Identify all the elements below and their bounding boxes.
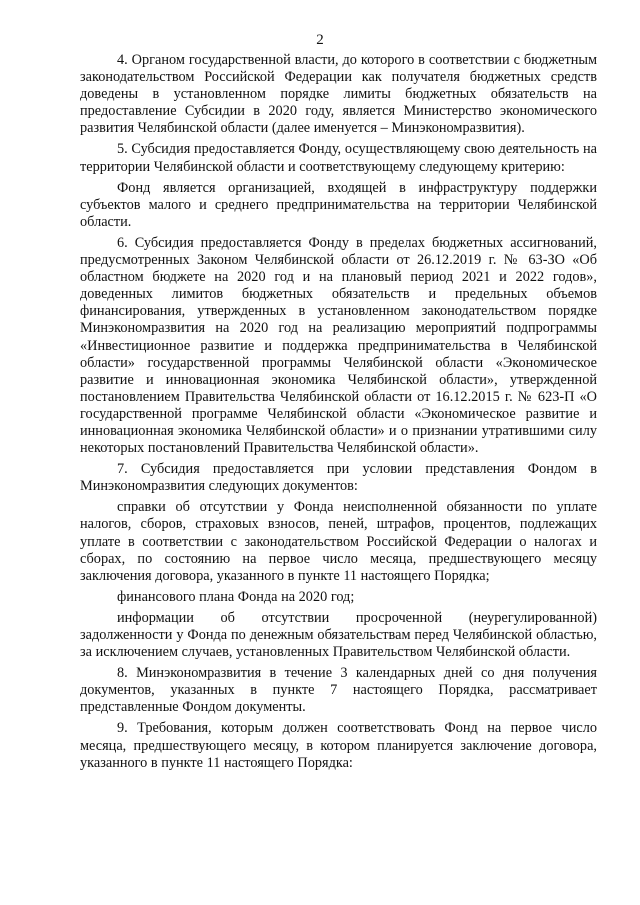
- page-number: 2: [316, 32, 324, 48]
- paragraph-item-5: 5. Субсидия предоставляется Фонду, осуществляющему свою деятельность на территории Челябинской области и соответствующему следующему критерию:: [80, 141, 597, 175]
- paragraph-item-7: 7. Субсидия предоставляется при условии представления Фондом в Минэкономразвития следующих документов:: [80, 461, 597, 495]
- paragraph-item-4: 4. Органом государственной власти, до которого в соответствии с бюджетным законодательством Российской Федерации как получателя бюджетных средств доведены в установленном порядке лимиты бюджетных обязательств на предоставление Субсидии в 2020 году, является Министерство экономического развития Челябинской области (далее именуется – Минэкономразвития).: [80, 52, 597, 137]
- paragraph-fund-criterion: Фонд является организацией, входящей в инфраструктуру поддержки субъектов малого и среднего предпринимательства на территории Челябинской области.: [80, 179, 597, 230]
- paragraph-item-6: 6. Субсидия предоставляется Фонду в пределах бюджетных ассигнований, предусмотренных Законом Челябинской области от 26.12.2019 г. № 63-ЗО «Об областном бюджете на 2020 год и на плановый период 2021 и 2022 годов», доведенных лимитов бюджетных обязательств и предельных объемов финансирования, утвержденных в установленном законодательством порядке Минэкономразвития на 2020 год на реализацию мероприятий подпрограммы «Инвестиционное развитие и поддержка предпринимательства в Челябинской области» государственной программы Челябинской области «Экономическое развитие и инновационная экономика Челябинской области», утвержденной постановлением Правительства Челябинской области от 16.12.2015 г. № 623-П «О государственной программе Челябинской области «Экономическое развитие и инновационная экономика Челябинской области» и о признании утратившими силу некоторых постановлений Правительства Челябинской области».: [80, 234, 597, 457]
- paragraph-item-9: 9. Требования, которым должен соответствовать Фонд на первое число месяца, предшествующего месяцу, в котором планируется заключение договора, указанного в пункте 11 настоящего Порядка:: [80, 720, 597, 771]
- paragraph-financial-plan: финансового плана Фонда на 2020 год;: [117, 588, 355, 605]
- paragraph-item-8: 8. Минэкономразвития в течение 3 календарных дней со дня получения документов, указанных в пункте 7 настоящего Порядка, рассматривает представленные Фондом документы.: [80, 665, 597, 716]
- document-body: [80, 52, 597, 776]
- paragraph-tax-certificate: справки об отсутствии у Фонда неисполненной обязанности по уплате налогов, сборов, страховых взносов, пеней, штрафов, процентов, подлежащих уплате в соответствии с законодательством Российской Федерации о налогах и сборах, по состоянию на первое число месяца, предшествующего месяцу заключения договора, указанного в пункте 11 настоящего Порядка;: [80, 499, 597, 584]
- paragraph-debt-information: информации об отсутствии просроченной (неурегулированной) задолженности у Фонда по денежным обязательствам перед Челябинской областью, за исключением случаев, установленных Правительством Челябинской области.: [80, 609, 597, 661]
